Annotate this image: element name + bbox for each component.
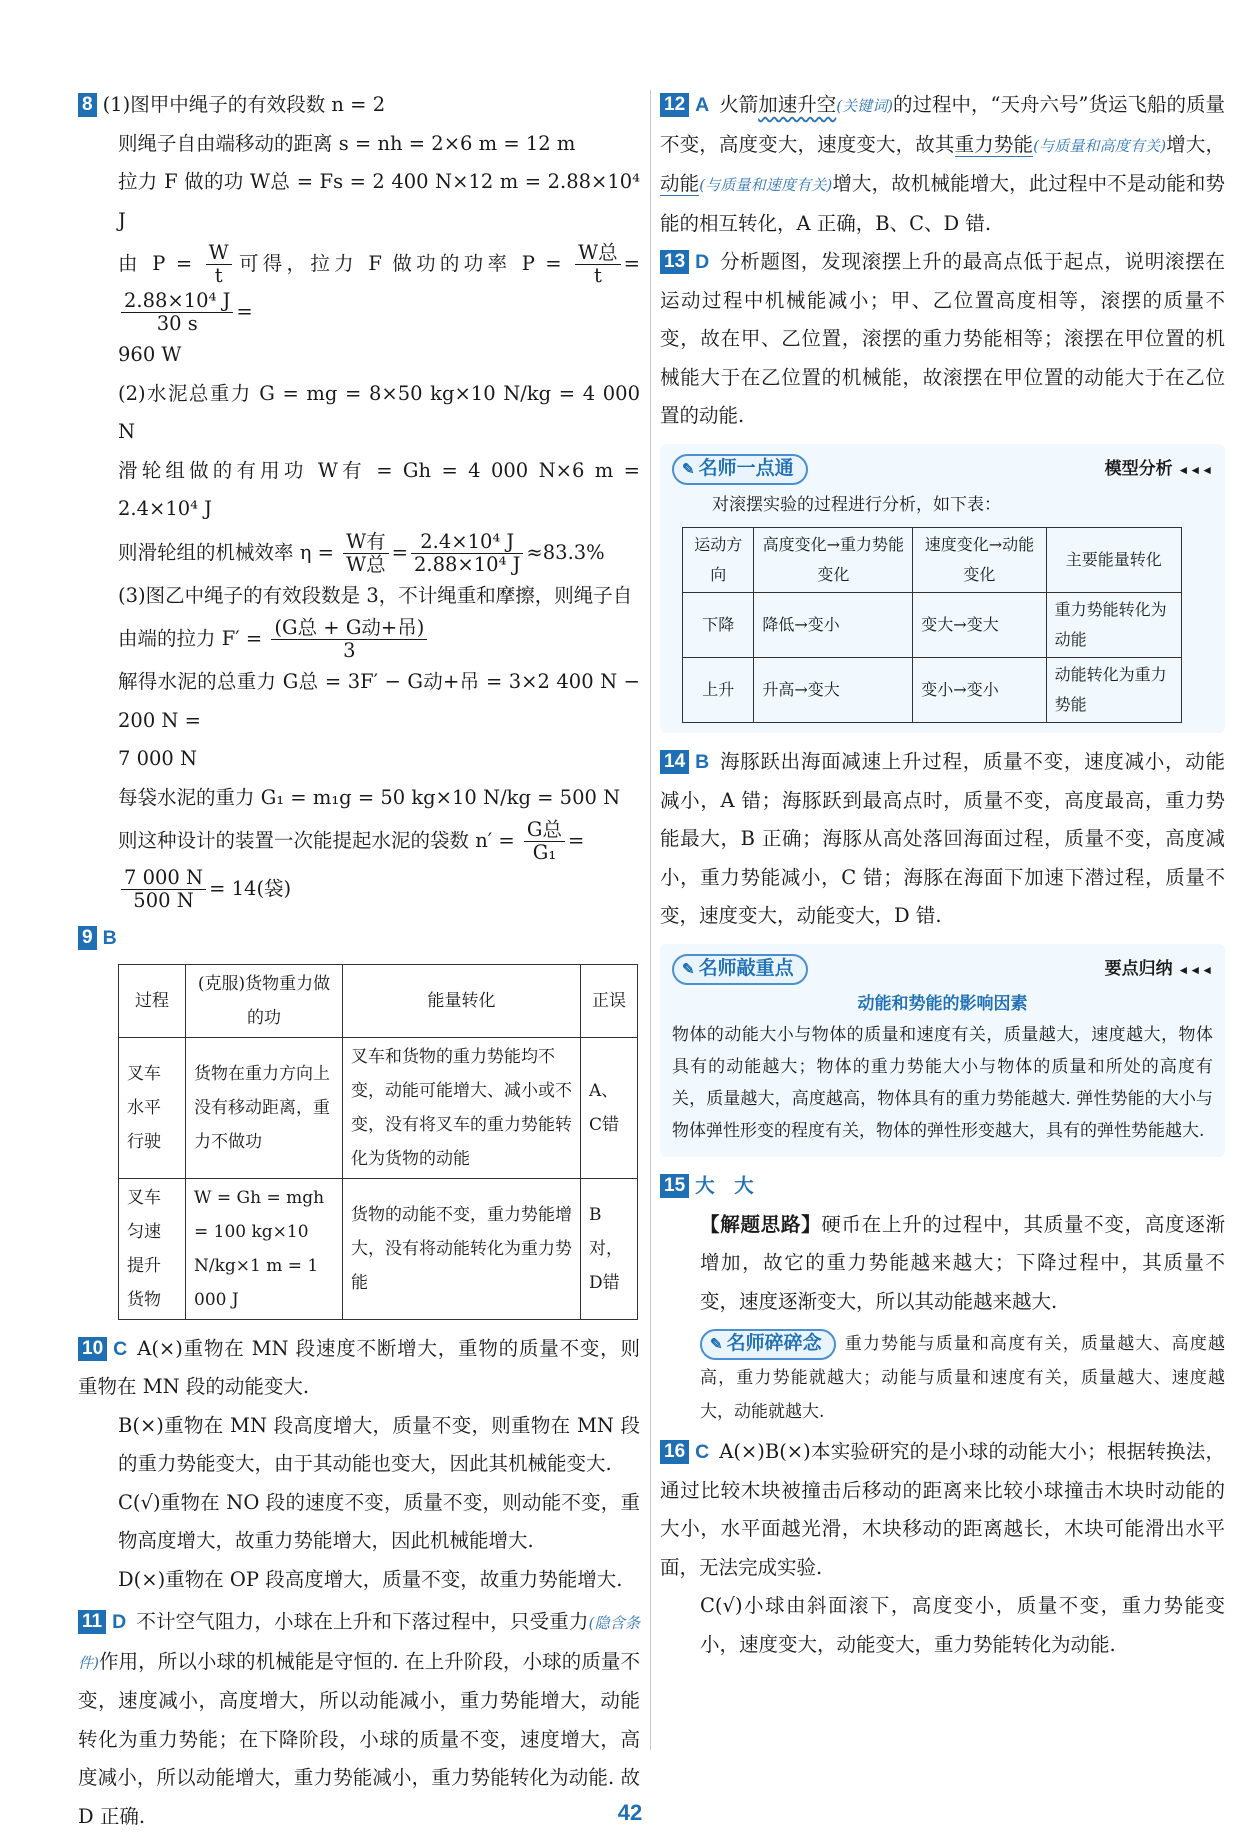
question-number: 12 <box>660 93 689 117</box>
bags-formula: 则这种设计的装置一次能提起水泥的袋数 n′ = $\frac{\text{G总}}{\text{G₁}}$ = <box>118 818 585 864</box>
question-number: 10 <box>78 1337 107 1361</box>
answer: A <box>695 94 710 116</box>
table-row: 上升 升高→变大 变小→变小 动能转化为重力势能 <box>683 658 1182 723</box>
tip-badge: ✎ 名师敲重点 <box>672 954 808 985</box>
answer: B <box>102 927 117 949</box>
answer: C <box>113 1337 128 1360</box>
trivia-box: ✎ 名师碎碎念 重力势能与质量和高度有关，质量越大、高度越高，重力势能就越大；动能与质量和速度有关，质量越大、速度越大，动能就越大. <box>660 1327 1225 1429</box>
answer: D <box>695 251 710 273</box>
question-number: 9 <box>78 926 97 950</box>
question-13: 13 D 分析题图，发现滚摆上升的最高点低于起点，说明滚摆在运动过程中机械能减小；甲、乙位置高度相等，滚摆的质量不变，故在甲、乙位置，滚摆的重力势能相等；滚摆在甲位置的机械能大于在乙位置的机械能，故滚摆在甲位置的动能大于在乙位置的动能. <box>660 250 1225 427</box>
question-number: 11 <box>78 1610 106 1634</box>
teacher-tip-box: ✎ 名师一点通 模型分析 ◄◄◄ 对滚摆实验的过程进行分析，如下表： 运动方向 高度变化→重力势能变化 速度变化→动能变化 主要能量转化 下降 降低→变小 变大→变大 重力势能转化为动能 上升 升高→变大 变小→变小 动能转化为重力势能 <box>660 444 1225 734</box>
answer: 大 大 <box>695 1175 754 1197</box>
question-10: 10 C A(×)重物在 MN 段速度不断增大，重物的质量不变，则重物在 MN 段的动能变大. B(×)重物在 MN 段高度增大，质量不变，则重物在 MN 段的重力势能变大，由于其动能也变大，因此其机械能变大. C(√)重物在 NO 段的速度不变，质量不变，则动能不变，重物高度增大，故重力势能增大，因此机械能增大. D(×)重物在 OP 段高度增大，质量不变，故重力势能增大. <box>78 1336 640 1591</box>
right-column <box>660 86 1225 1664</box>
question-11: 11 D 不计空气阻力，小球在上升和下落过程中，只受重力(隐含条件)作用，所以小球的机械能是守恒的. 在上升阶段，小球的质量不变，速度减小，高度增大，所以动能减小，重力势能增大，动能转化为重力势能；在下降阶段，小球的质量不变，速度增大，高度减小，所以动能增大，重力势能减小，重力势能转化为动能. 故 D 正确. <box>78 1610 640 1828</box>
column-divider <box>650 90 651 1750</box>
table-row: 叉车匀速提升货物 W = Gh = mgh = 100 kg×10 N/kg×1 m = 1 000 J 货物的动能不变，重力势能增大，没有将动能转化为重力势能 B对，D错 <box>119 1178 638 1319</box>
question-12: 12 A 火箭加速升空(关键词)的过程中，“天舟六号”货运飞船的质量不变，高度变大，速度变大，故其重力势能(与质量和高度有关)增大，动能(与质量和速度有关)增大，故机械能增大，此过程中不是动能和势能的相互转化，A 正确，B、C、D 错. <box>660 93 1225 235</box>
left-column <box>78 86 640 1836</box>
question-number: 16 <box>660 1440 689 1464</box>
pull-formula: 由端的拉力 F′ = $\frac{\text{(G总 + G动+吊)}}{3}$ <box>78 615 640 663</box>
efficiency-formula: 则滑轮组的机械效率 η = $\frac{\text{W有}}{\text{W总}}$ = $\frac{\text{2.4×10⁴ J}}{\text{2.88×10⁴ J}}$ ≈83.3% <box>118 529 605 576</box>
question-number: 13 <box>660 250 689 274</box>
key-points-box: ✎ 名师敲重点 要点归纳 ◄◄◄ 动能和势能的影响因素 物体的动能大小与物体的质量和速度有关，质量越大，速度越大，物体具有的动能越大；物体的重力势能大小与物体的质量和所处的高度有关，质量越大，高度越高，物体具有的重力势能越大. 弹性势能的大小与物体弹性形变的程度有关，物体的弹性形变越大，具有的弹性势能越大. <box>660 944 1225 1158</box>
question-15: 15 大 大 【解题思路】硬币在上升的过程中，其质量不变，高度逐渐增加，故它的重力势能越来越大；下降过程中，其质量不变，速度逐渐变大，所以其动能越来越大. <box>660 1167 1225 1321</box>
teacher-icon: ✎ <box>682 460 695 478</box>
arrows-icon: ◄◄◄ <box>1177 462 1213 477</box>
answer: C <box>695 1441 710 1463</box>
page-number: 42 <box>617 1800 643 1825</box>
question-8: 8 (1)图甲中绳子的有效段数 n = 2 则绳子自由端移动的距离 s = nh = 2×6 m = 12 m 拉力 F 做的功 W总 = Fs = 2 400 N×12 m = 2.88×10⁴ J 由 P = $\frac{W}{t}$ 可得，拉力 F 做功的功率 P = $\frac{\text{W总}}{t}$ = $\frac{\text{2.88×10⁴ J}}{30 s}$ = 960 W (2)水泥总重力 G = mg = 8×50 kg×10 N/kg = 4 000 N 滑轮组做的有用功 W有 = Gh = 4 000 N×6 m = 2.4×10⁴ J 则滑轮组的机械效率 η = $\frac{\text{W有}}{\text{W总}}$ = $\frac{\text{2.4×10⁴ J}}{\text{2.88×10⁴ J}}$ ≈83.3% (3)图乙中绳子的有效段数是 3，不计绳重和摩擦，则绳子自 由端的拉力 F′ = $\frac{\text{(G总 + G动+吊)}}{3}$ 解得水泥的总重力 G总 = 3F′ − G动+吊 = 3×2 400 N − 200 N = 7 000 N 每袋水泥的重力 G₁ = m₁g = 50 kg×10 N/kg = 500 N 则这种设计的装置一次能提起水泥的袋数 n′ = $\frac{\text{G总}}{\text{G₁}}$ = $\frac{7 000 N}{500 N}$ = 14(袋) <box>78 86 640 913</box>
table-row: 叉车水平行驶 货物在重力方向上没有移动距离，重力不做功 叉车和货物的重力势能均不变，动能可能增大、减小或不变，没有将叉车的重力势能转化为货物的动能 A、C错 <box>119 1037 638 1178</box>
power-formula: 由 P = $\frac{W}{t}$ 可得，拉力 F 做功的功率 P = $\frac{\text{W总}}{t}$ = $\frac{\text{2.88×10⁴ J}}{30 s}$ = <box>118 241 641 335</box>
answer: B <box>695 751 710 773</box>
pendulum-table: 运动方向 高度变化→重力势能变化 速度变化→动能变化 主要能量转化 下降 降低→变小 变大→变大 重力势能转化为动能 上升 升高→变大 变小→变小 动能转化为重力势能 <box>682 527 1182 723</box>
tip-badge: ✎ 名师碎碎念 <box>700 1329 836 1360</box>
table-row: 下降 降低→变小 变大→变大 重力势能转化为动能 <box>683 593 1182 658</box>
question-14: 14 B 海豚跃出海面减速上升过程，质量不变，速度减小，动能减小，A 错；海豚跃到最高点时，质量不变，高度最高，重力势能最大，B 正确；海豚从高处落回海面过程，质量不变，高度减小，重力势能减小，C 错；海豚在海面下加速下潜过程，质量不变，速度变大，动能变大，D 错. <box>660 750 1225 927</box>
question-number: 15 <box>660 1174 689 1198</box>
answer: D <box>112 1611 127 1633</box>
energy-table: 过程 (克服)货物重力做的功 能量转化 正误 叉车水平行驶 货物在重力方向上没有移动距离，重力不做功 叉车和货物的重力势能均不变，动能可能增大、减小或不变，没有将叉车的重力势能转化为货物的动能 A、C错 叉车匀速提升货物 W = Gh = mgh = 100 kg×10 N/kg×1 m = 1 000 J 货物的动能不变，重力势能增大，没有将动能转化为重力势能 B对，D错 <box>118 964 638 1320</box>
tip-badge: ✎ 名师一点通 <box>672 454 808 485</box>
teacher-icon: ✎ <box>710 1336 723 1353</box>
question-number: 8 <box>78 93 97 117</box>
question-number: 14 <box>660 750 689 774</box>
arrows-icon: ◄◄◄ <box>1177 962 1213 977</box>
teacher-icon: ✎ <box>682 960 695 978</box>
question-9 <box>78 919 640 1320</box>
question-16: 16 C A(×)B(×)本实验研究的是小球的动能大小；根据转换法，通过比较木块被撞击后移动的距离来比较小球撞击木块时动能的大小，水平面越光滑，木块移动的距离越长，木块可能滑出水平面，无法完成实验. C(√)小球由斜面滚下，高度变小，质量不变，重力势能变小，速度变大，动能变大，重力势能转化为动能. <box>660 1440 1225 1656</box>
